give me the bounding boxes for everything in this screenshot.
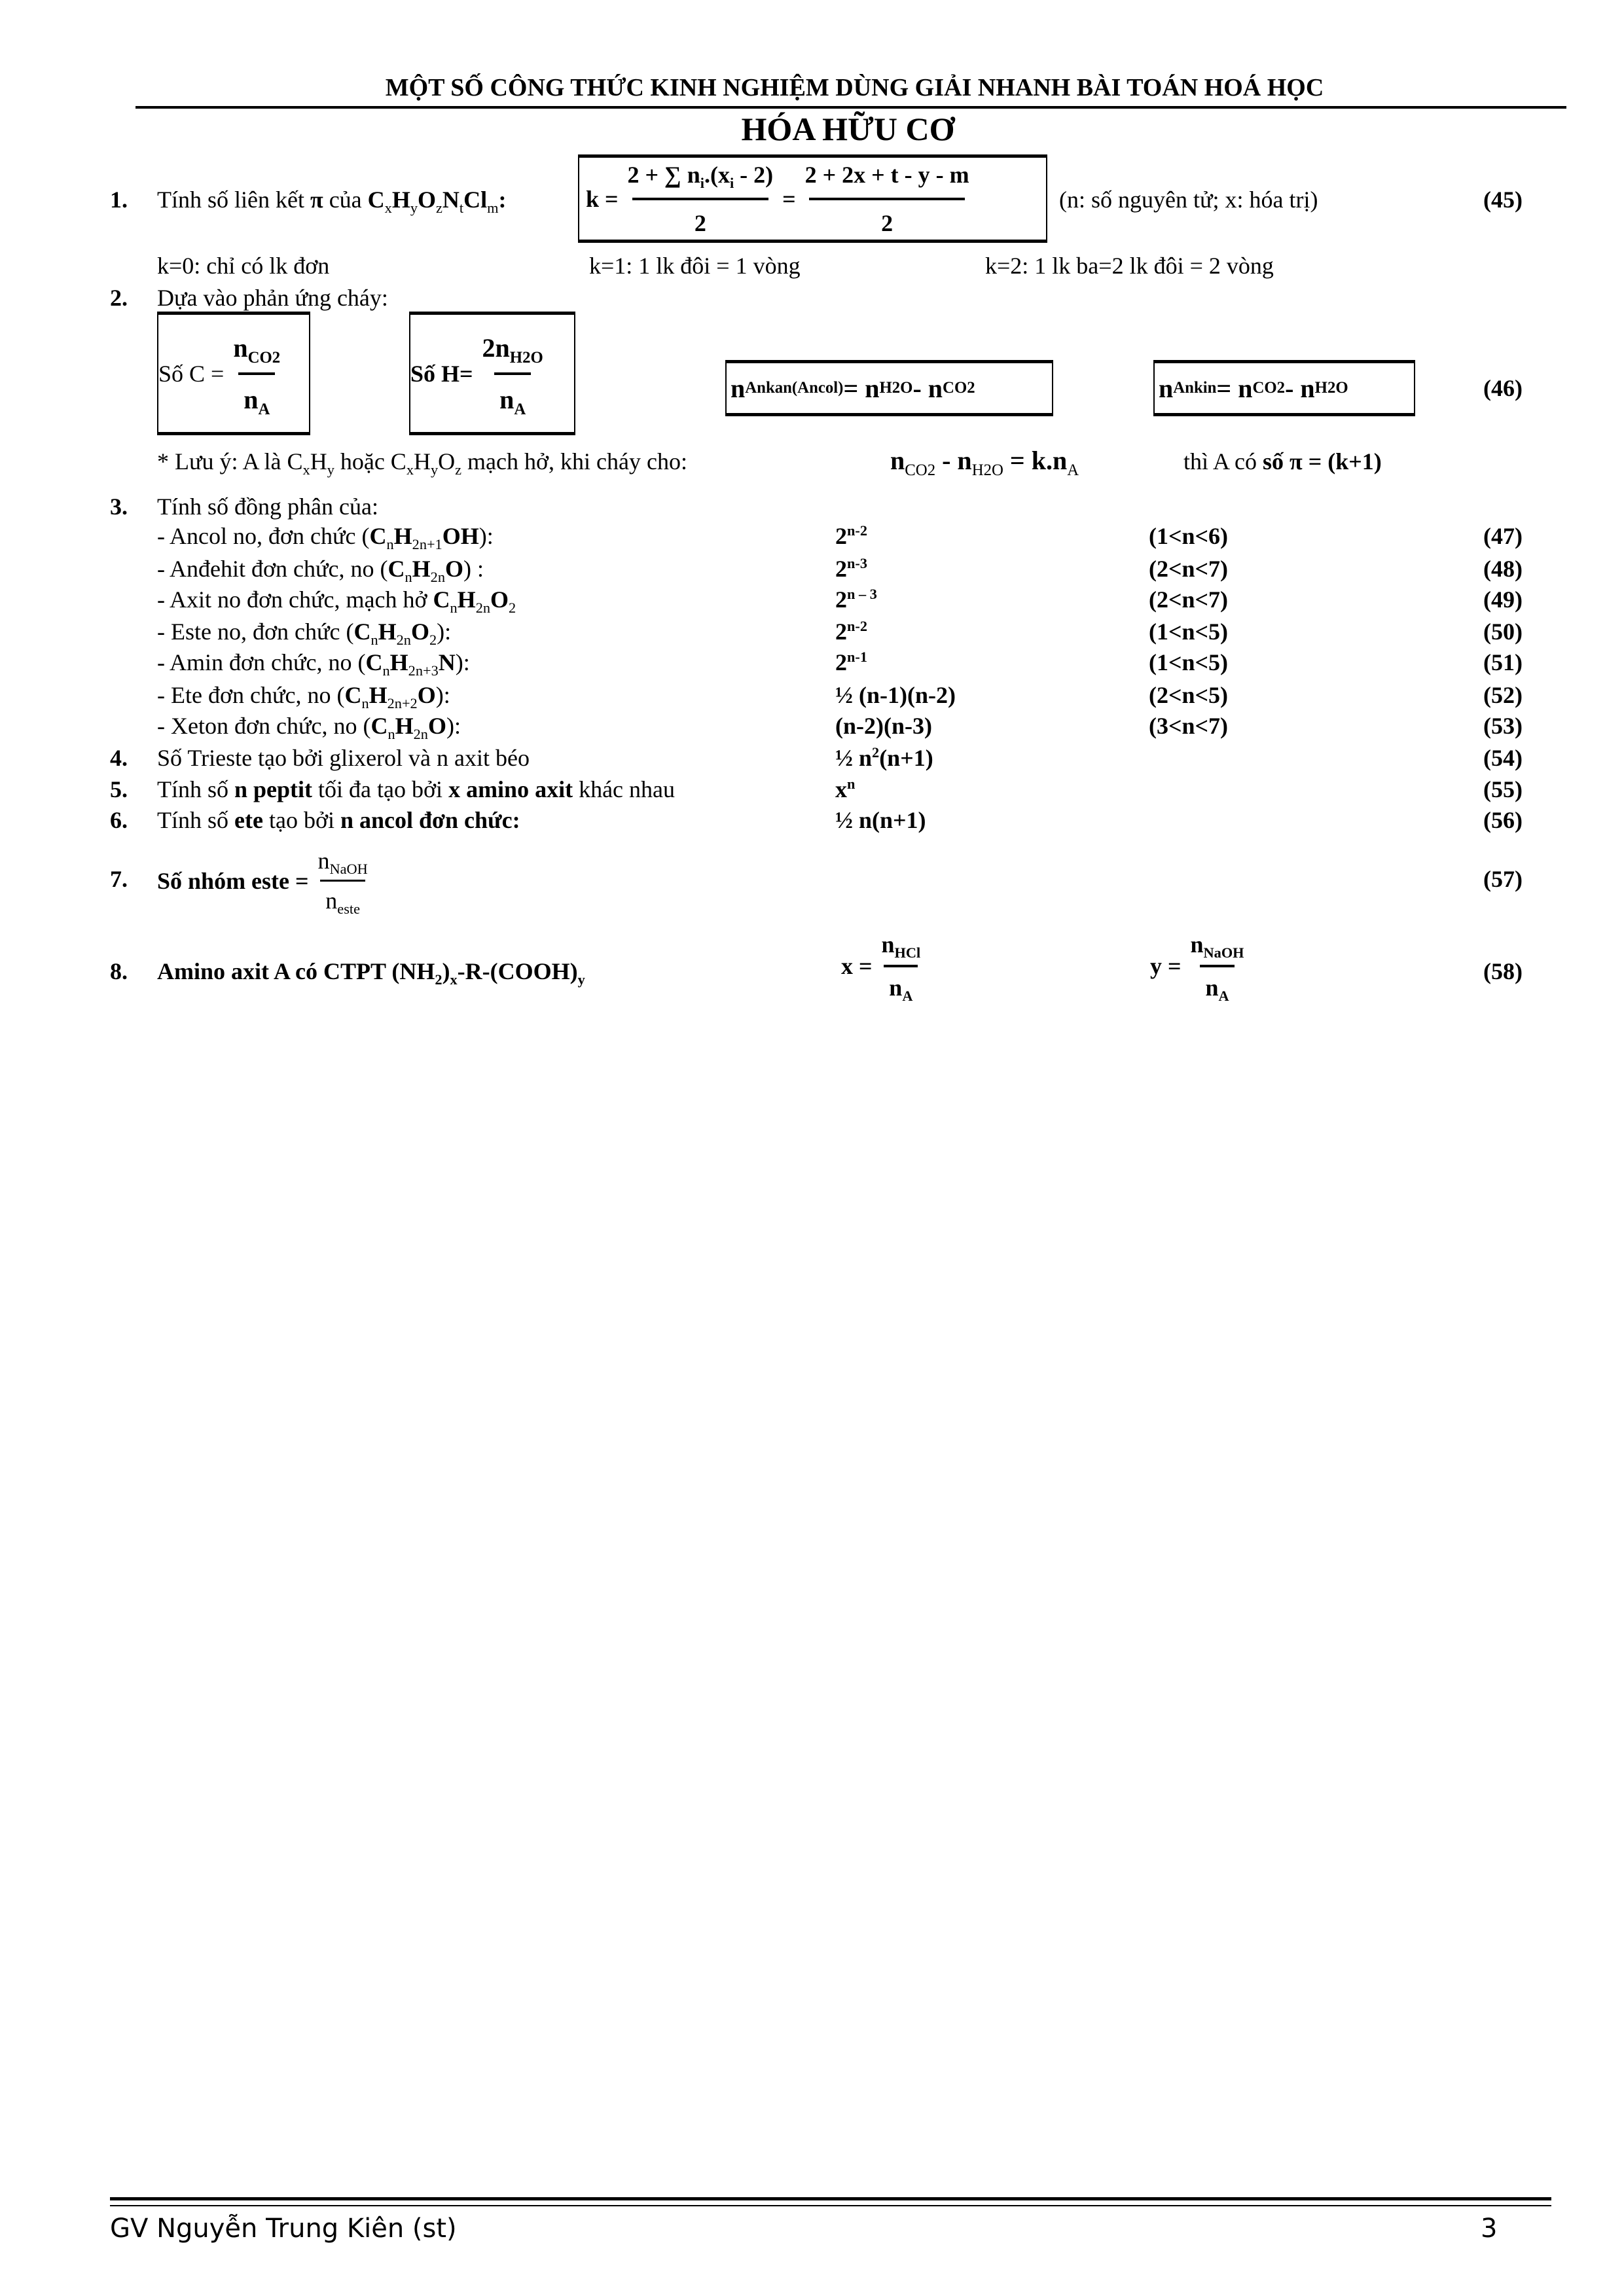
text-segment: n [731, 373, 746, 403]
text-segment: n-2 [847, 618, 867, 634]
text-segment: x [450, 971, 458, 988]
isomer-row-formula [835, 586, 877, 613]
text-segment: H [389, 649, 408, 675]
text-segment: x [835, 776, 847, 802]
text-segment: - Ete đơn chức, no ( [157, 682, 345, 708]
item-7-number: 7. [110, 866, 128, 892]
text-segment: CO [247, 348, 272, 367]
item-5-number: 5. [110, 776, 128, 802]
item-8-number: 8. [110, 958, 128, 984]
frac1-numerator [623, 161, 779, 198]
text-segment: khác nhau [573, 776, 676, 802]
text-segment: n ancol đơn chức: [340, 807, 520, 833]
isomer-row-eq: (49) [1483, 586, 1523, 613]
isomer-row-formula [835, 712, 932, 740]
text-segment: H [393, 523, 412, 549]
text-segment: 2 + ∑ n [627, 161, 700, 188]
isomer-row-eq: (50) [1483, 619, 1523, 645]
isomer-row-eq: (53) [1483, 713, 1523, 739]
text-segment: 2 [835, 619, 847, 645]
text-segment: (k+1) [1327, 448, 1382, 475]
header-divider [135, 106, 1566, 109]
text-segment: * Lưu ý: A là C [157, 448, 303, 475]
text-segment: 2 [435, 971, 442, 988]
text-segment: 2n+1 [412, 536, 442, 553]
text-segment: - Axit no đơn chức, mạch hở [157, 586, 433, 613]
isomer-row-range: (3<n<7) [1149, 713, 1229, 739]
so-c-label: Số C = [158, 360, 225, 387]
ankin-formula-box: n Ankin = n CO2 - n H2O [1153, 360, 1415, 416]
eq-45: (45) [1483, 187, 1523, 213]
text-segment: x [406, 461, 414, 478]
text-segment: ete [234, 807, 263, 833]
isomer-row-range: (2<n<7) [1149, 556, 1229, 582]
item-6-number: 6. [110, 807, 128, 833]
isomer-row-text [157, 649, 470, 679]
text-segment: mạch hở, khi cháy cho: [461, 448, 687, 475]
text-segment: H [395, 713, 414, 739]
text-segment: tối đa tạo bởi [312, 776, 449, 802]
text-segment: C [433, 586, 450, 613]
text-segment: Số Trieste tạo bởi glixerol và n axit béo [157, 745, 530, 771]
text-segment: ): [478, 523, 494, 549]
text-segment: của [323, 187, 368, 213]
text-segment: n peptit [234, 776, 313, 802]
text-segment: n [889, 975, 903, 1001]
isomer-row-text [157, 712, 461, 743]
text-segment: n [881, 931, 895, 958]
text-segment: H [310, 448, 327, 475]
y-formula [1150, 931, 1254, 1005]
text-segment: este [337, 901, 360, 918]
text-segment: A [514, 400, 526, 418]
text-segment: - n [935, 446, 972, 475]
isomer-row-range: (1<n<5) [1149, 649, 1229, 675]
text-segment: H [412, 556, 431, 582]
text-segment: n [1159, 373, 1174, 403]
text-segment: y [327, 461, 334, 478]
text-segment: tạo bởi [262, 807, 340, 833]
eq-58: (58) [1483, 958, 1523, 984]
text-segment: - Anđehit đơn chức, no ( [157, 556, 388, 582]
text-segment: ): [455, 649, 470, 675]
combustion-note-result [1183, 448, 1382, 475]
text-segment: y [577, 971, 585, 988]
isomer-row-formula [835, 649, 867, 676]
text-segment: x [302, 461, 310, 478]
text-segment: n [361, 695, 369, 712]
isomer-row-eq: (52) [1483, 682, 1523, 708]
text-segment: n-3 [847, 555, 867, 571]
text-segment: O [530, 348, 543, 367]
k1-note: k=1: 1 lk đôi = 1 vòng [589, 253, 801, 279]
text-segment: 2 [835, 556, 847, 582]
text-segment: 2n+2 [387, 695, 418, 712]
text-segment: O [418, 187, 437, 213]
so-c-denominator [238, 372, 275, 418]
text-segment: C [353, 619, 371, 645]
text-segment: 2n [475, 600, 490, 617]
eq-54: (54) [1483, 745, 1523, 771]
y-numerator [1185, 931, 1250, 965]
eq-56: (56) [1483, 807, 1523, 833]
text-segment: 2 [835, 586, 847, 613]
text-segment: C [369, 523, 387, 549]
text-segment: - Xeton đơn chức, no ( [157, 713, 371, 739]
text-segment: Tính số [157, 776, 235, 802]
text-segment: H [457, 586, 476, 613]
item-3-number: 3. [110, 493, 128, 520]
equals-sign: = [782, 185, 796, 212]
text-segment: 2 [509, 600, 516, 617]
text-segment: Cl [463, 187, 488, 213]
text-segment: y [410, 200, 418, 217]
text-segment: z [455, 461, 462, 478]
text-segment: 2 [272, 348, 281, 367]
isomer-row-range: (1<n<5) [1149, 619, 1229, 645]
text-segment: 2 [835, 523, 847, 549]
so-h-label: Số H= [410, 360, 473, 387]
text-segment: ): [435, 682, 450, 708]
ester-numerator [313, 847, 373, 880]
item-1-number: 1. [110, 187, 128, 213]
item-7-label: Số nhóm este = [157, 867, 309, 894]
text-segment: i [700, 174, 704, 191]
x-label: x = [841, 953, 873, 979]
text-segment: n [382, 662, 390, 679]
text-segment: - Amin đơn chức, no ( [157, 649, 366, 675]
text-segment: -R-(COOH) [457, 958, 578, 984]
text-segment: - Ancol no, đơn chức ( [157, 523, 370, 549]
text-segment: n [1190, 931, 1204, 958]
text-segment: y [430, 461, 439, 478]
text-segment: ½ (n-1)(n-2) [835, 682, 956, 708]
isomer-row-formula [835, 681, 956, 709]
item-1-note: (n: số nguyên tử; x: hóa trị) [1059, 187, 1318, 213]
text-segment: Tính số liên kết [157, 187, 310, 213]
item-6-text [157, 806, 520, 834]
text-segment: NaOH [1203, 944, 1244, 961]
text-segment: ) : [463, 556, 484, 582]
ankan-formula-box: n Ankan(Ancol) = n H2O - n CO2 [725, 360, 1053, 416]
text-segment: n [386, 536, 394, 553]
eq-57: (57) [1483, 866, 1523, 892]
eq-46: (46) [1483, 375, 1523, 401]
carbon-count-box [157, 312, 310, 435]
frac2-numerator: 2 + 2x + t - y - m [804, 161, 969, 188]
x-formula [841, 931, 929, 1005]
footer-rule-thin [110, 2205, 1551, 2206]
text-segment: .(x [704, 161, 730, 188]
text-segment: H [369, 682, 388, 708]
footer-author: GV Nguyễn Trung Kiên (st) [110, 2214, 457, 2244]
text-segment: OH [442, 523, 479, 549]
page-number: 3 [1481, 2214, 1498, 2244]
text-segment: 2 [872, 744, 880, 761]
text-segment: n [847, 776, 856, 792]
text-segment: ½ n(n+1) [835, 807, 926, 833]
text-segment: n [1205, 975, 1219, 1001]
text-segment: (n-2)(n-3) [835, 713, 932, 739]
isomer-row-eq: (48) [1483, 556, 1523, 582]
text-segment: ½ n [835, 745, 873, 771]
text-segment: π [310, 187, 323, 213]
k2-note: k=2: 1 lk ba=2 lk đôi = 2 vòng [985, 253, 1274, 279]
item-7-formula [157, 847, 377, 918]
isomer-row-text [157, 555, 484, 586]
text-segment: n [450, 600, 458, 617]
text-segment: n – 3 [847, 586, 877, 602]
text-segment: x amino axit [448, 776, 573, 802]
x-numerator [876, 931, 926, 965]
isomer-row-text [157, 522, 494, 553]
text-segment: 2 [429, 632, 437, 649]
text-segment: O [417, 682, 436, 708]
so-c-numerator [228, 332, 285, 372]
text-segment: n [233, 332, 248, 363]
text-segment: C [388, 556, 405, 582]
isomer-row-text [157, 586, 516, 617]
text-segment: H2O [971, 461, 1003, 479]
text-segment: A [902, 988, 913, 1005]
isomer-row-range: (1<n<6) [1149, 523, 1229, 549]
combustion-note-formula [890, 445, 1079, 479]
section-title: HÓA HỮU CƠ [741, 111, 955, 147]
text-segment: n [317, 848, 330, 874]
isomer-row-range: (2<n<7) [1149, 586, 1229, 613]
eq-55: (55) [1483, 776, 1523, 802]
y-denominator [1200, 965, 1234, 1005]
text-segment: O [438, 448, 456, 475]
text-segment: z [436, 200, 442, 217]
isomer-row-eq: (51) [1483, 649, 1523, 675]
text-segment: CO2 [905, 461, 936, 479]
text-segment: A [1067, 461, 1079, 479]
text-segment: n [370, 632, 378, 649]
text-segment: số π = [1263, 448, 1328, 475]
text-segment: 2 [522, 348, 531, 367]
text-segment: C [367, 187, 385, 213]
isomer-row-range: (2<n<5) [1149, 682, 1229, 708]
text-segment: i [729, 174, 734, 191]
text-segment: = n [843, 373, 880, 403]
pi-bond-formula-box [578, 154, 1047, 243]
combustion-note [157, 448, 687, 478]
text-segment: : [498, 187, 507, 213]
text-segment: n [499, 384, 514, 414]
text-segment: x [384, 200, 392, 217]
text-segment: H [391, 187, 410, 213]
isomer-row-formula [835, 618, 867, 645]
text-segment: H [413, 448, 431, 475]
isomer-row-formula [835, 555, 867, 583]
text-segment: - 2) [734, 161, 774, 188]
so-h-numerator [477, 332, 549, 372]
k-label: k = [586, 185, 619, 212]
text-segment: n-2 [847, 522, 867, 539]
text-segment: m [487, 200, 499, 217]
footer-rule-thick [110, 2197, 1551, 2200]
text-segment: n [890, 446, 905, 475]
text-segment: hoặc C [334, 448, 406, 475]
x-denominator [884, 965, 918, 1005]
text-segment: N [438, 649, 456, 675]
k0-note: k=0: chỉ có lk đơn [157, 253, 330, 279]
frac2-denominator: 2 [809, 198, 965, 237]
document-header-title: MỘT SỐ CÔNG THỨC KINH NGHIỆM DÙNG GIẢI NHANH BÀI TOÁN HOÁ HỌC [385, 74, 1324, 101]
text-segment: HCl [894, 944, 921, 961]
text-segment: C [365, 649, 383, 675]
text-segment: A [258, 400, 270, 418]
item-4-text [157, 744, 530, 772]
text-segment: N [442, 187, 460, 213]
text-segment: Tính số [157, 807, 235, 833]
so-h-denominator [494, 372, 531, 418]
item-5-formula [835, 776, 855, 803]
text-segment: 2n [396, 632, 411, 649]
text-segment: ): [437, 619, 452, 645]
item-6-formula [835, 806, 926, 834]
item-2-number: 2. [110, 285, 128, 311]
text-segment: Amino axit A có CTPT (NH [157, 958, 435, 984]
item-3-label: Tính số đồng phân của: [157, 493, 378, 520]
text-segment: = n [1216, 373, 1253, 403]
item-2-label: Dựa vào phản ứng cháy: [157, 285, 388, 311]
text-segment: thì A có [1183, 448, 1263, 475]
text-segment: 2n [482, 332, 510, 363]
text-segment: - n [912, 373, 943, 403]
text-segment: - n [1285, 373, 1315, 403]
text-segment: ) [442, 958, 450, 984]
text-segment: 2n [430, 569, 445, 586]
isomer-row-eq: (47) [1483, 523, 1523, 549]
text-segment: = k.n [1003, 446, 1068, 475]
text-segment: C [370, 713, 388, 739]
item-1-label [157, 186, 507, 217]
text-segment: A [1218, 988, 1229, 1005]
text-segment: 2n+3 [408, 662, 439, 679]
item-5-text [157, 776, 675, 803]
text-segment: NaOH [329, 861, 368, 878]
text-segment: t [459, 200, 464, 217]
text-segment: ): [446, 713, 461, 739]
isomer-row-formula [835, 522, 867, 550]
item-4-number: 4. [110, 745, 128, 771]
text-segment: O [444, 556, 463, 582]
text-segment: O [410, 619, 429, 645]
text-segment: C [344, 682, 362, 708]
text-segment: 2 [835, 649, 847, 675]
text-segment: O [490, 586, 509, 613]
text-segment: n [325, 888, 338, 914]
text-segment: O [427, 713, 446, 739]
text-segment: 2n [413, 726, 428, 743]
text-segment: n-1 [847, 649, 867, 665]
text-segment: (n+1) [879, 745, 933, 771]
isomer-row-text [157, 681, 450, 712]
hydrogen-count-box [409, 312, 575, 435]
item-8-label [157, 958, 585, 988]
text-segment: n [244, 384, 259, 414]
isomer-row-text [157, 618, 452, 649]
text-segment: - Este no, đơn chức ( [157, 619, 354, 645]
text-segment: n [388, 726, 395, 743]
y-label: y = [1150, 953, 1182, 979]
item-4-formula [835, 744, 933, 772]
text-segment: H [378, 619, 397, 645]
frac1-denominator: 2 [632, 198, 768, 237]
text-segment: n [405, 569, 412, 586]
ester-denominator [320, 880, 365, 918]
text-segment: H [509, 348, 523, 367]
